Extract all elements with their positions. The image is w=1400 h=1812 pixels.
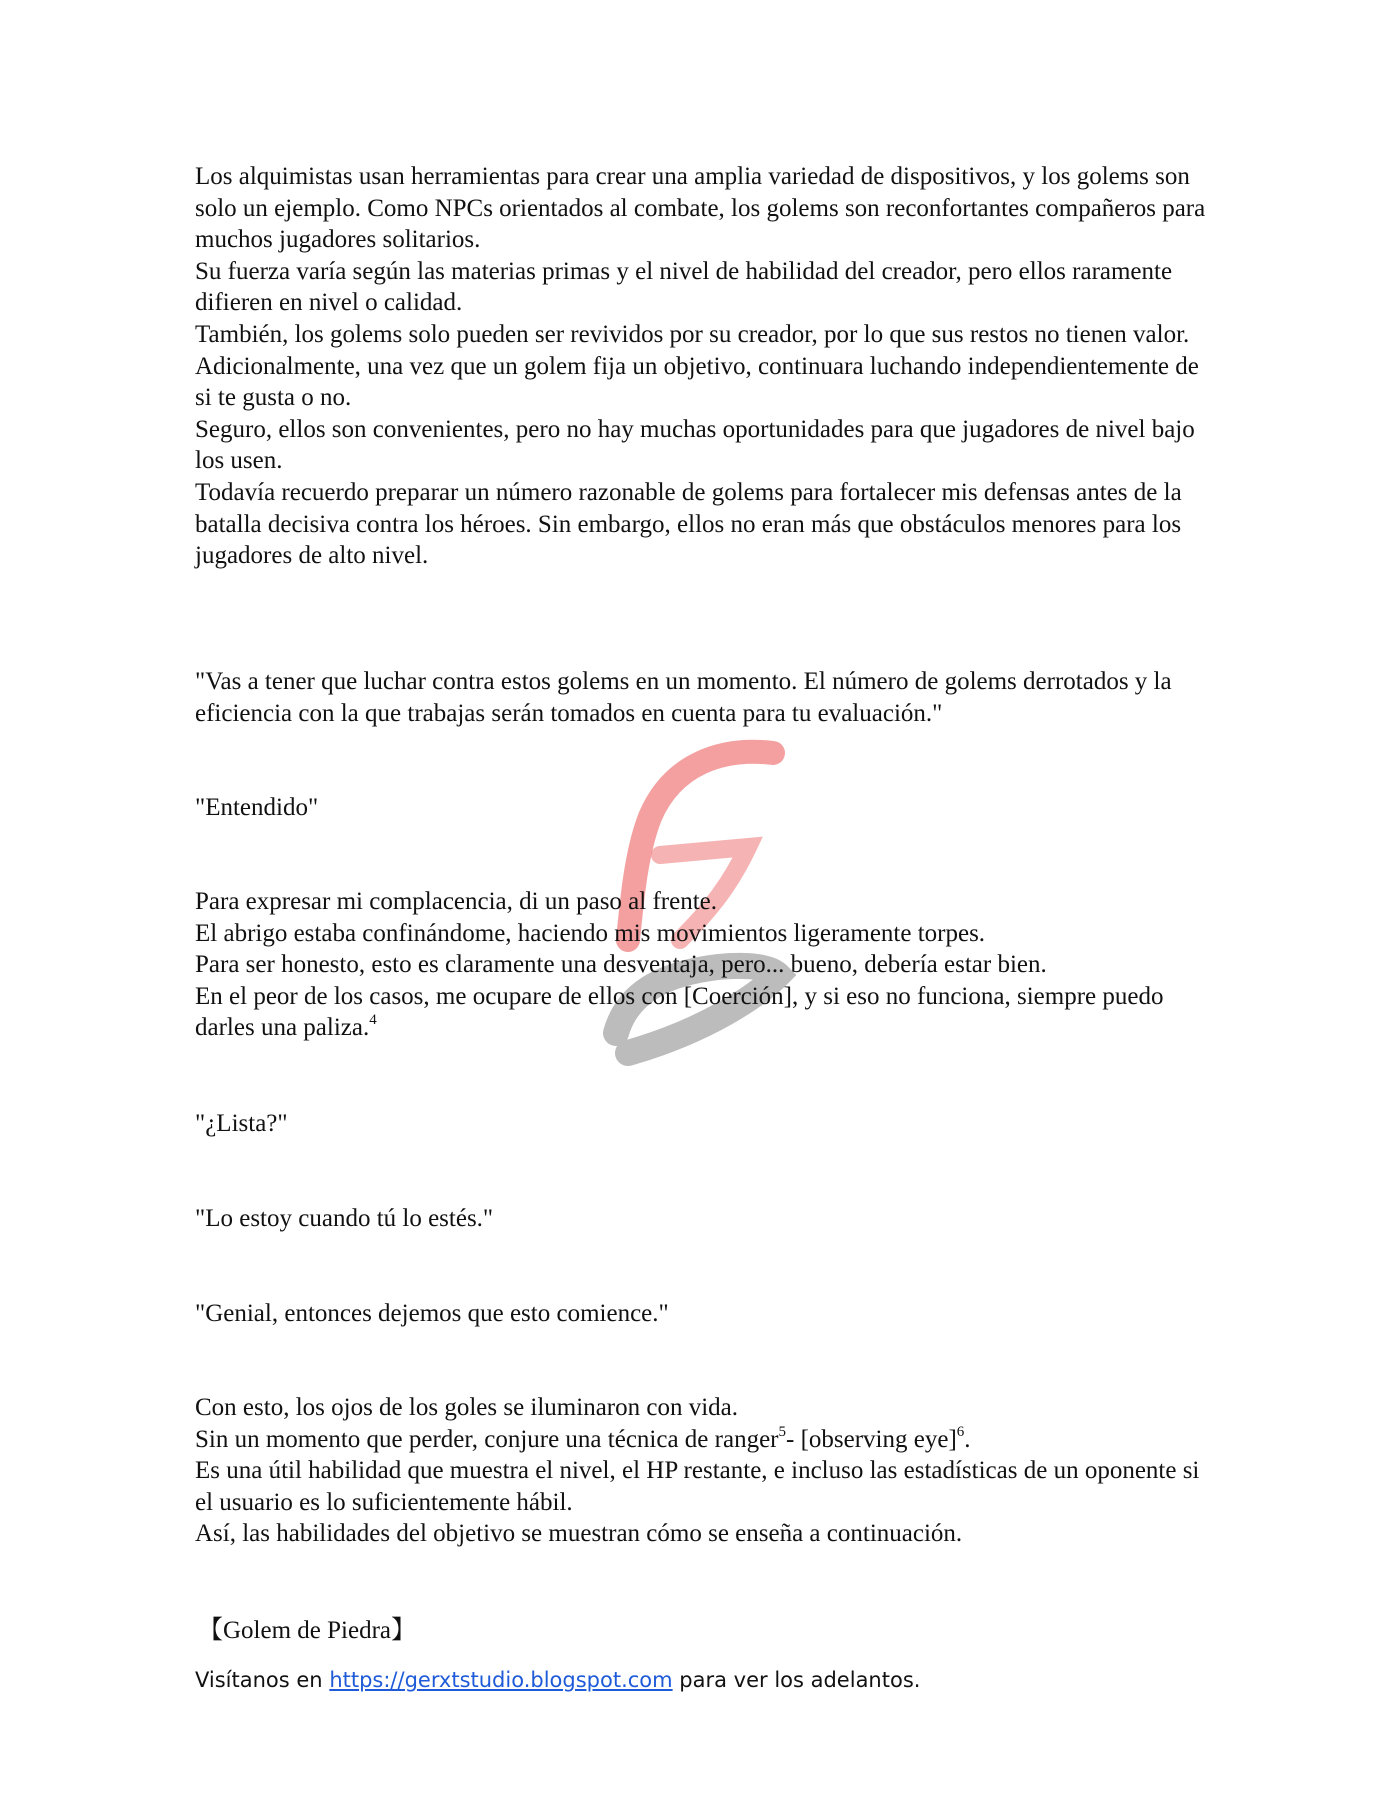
dialogue-understood-text: "Entendido" [195, 794, 319, 821]
footnote-6: 6 [956, 1423, 965, 1440]
ranger-line-middle: - [observing eye] [786, 1425, 957, 1453]
closing-paragraph-2 [195, 1424, 1215, 1456]
closing-paragraph-1: Con esto, los ojos de los goles se iluminaron con vida. [195, 1394, 739, 1421]
dialogue-begin-text: "Genial, entonces dejemos que esto comience." [195, 1300, 669, 1327]
intro-block [195, 161, 1215, 572]
ranger-line-after: . [964, 1425, 971, 1453]
dialogue-when-you-are [195, 1203, 1215, 1235]
middle-paragraph-3: Para ser honesto, esto es claramente una desventaja, pero... bueno, debería estar bien. [195, 951, 1047, 979]
intro-paragraph-3: También, los golems solo pueden ser revividos por su creador, por lo que sus restos no tienen valor. [195, 320, 1190, 348]
middle-paragraph-4 [195, 981, 1215, 1044]
dialogue-ready-text: "¿Lista?" [195, 1110, 288, 1137]
ranger-line-before: Sin un momento que perder, conjure una técnica de ranger [195, 1425, 779, 1453]
intro-paragraph-6: Todavía recuerdo preparar un número razonable de golems para fortalecer mis defensas antes de la batalla decisiva contra los héroes. Sin embargo, ellos no eran más que obstáculos menores para los jugadores de alto nivel. [195, 478, 1182, 570]
dialogue-when-you-are-text: "Lo estoy cuando tú lo estés." [195, 1205, 494, 1232]
intro-paragraph-1: Los alquimistas usan herramientas para crear una amplia variedad de dispositivos, y los golems son solo un ejemplo. Como NPCs orientados al combate, los golems son reconfortantes compañeros para muchos jugadores solitarios. [195, 163, 1206, 254]
middle-paragraph-2: El abrigo estaba confinándome, haciendo mis movimientos ligeramente torpes. [195, 919, 986, 947]
stat-header: 【Golem de Piedra】 [198, 1617, 417, 1644]
footer-prefix: Visítanos en [195, 1668, 323, 1692]
dialogue-understood [195, 792, 1215, 824]
closing-block [195, 1392, 1215, 1550]
footer [195, 1668, 920, 1692]
intro-paragraph-2: Su fuerza varía según las materias primas y el nivel de habilidad del creador, pero ellos raramente difieren en nivel o calidad. [195, 257, 1173, 317]
dialogue-ready [195, 1108, 1215, 1140]
dialogue-evaluation-text: "Vas a tener que luchar contra estos golems en un momento. El número de golems derrotados y la eficiencia con la que trabajas serán tomados en cuenta para tu evaluación." [195, 668, 1172, 727]
dialogue-evaluation [195, 666, 1215, 729]
middle-paragraph-4-text: En el peor de los casos, me ocupare de ellos con [Coerción], y si eso no funciona, siempre puedo darles una paliza. [195, 982, 1164, 1042]
dialogue-begin [195, 1298, 1215, 1330]
footnote-4: 4 [369, 1012, 377, 1029]
intro-paragraph-5: Seguro, ellos son convenientes, pero no hay muchas oportunidades para que jugadores de nivel bajo los usen. [195, 415, 1195, 475]
closing-paragraph-4: Así, las habilidades del objetivo se muestran cómo se enseña a continuación. [195, 1520, 963, 1548]
footnote-5: 5 [778, 1423, 786, 1440]
stat-header-block [198, 1615, 1218, 1647]
intro-paragraph-4: Adicionalmente, una vez que un golem fija un objetivo, continuara luchando independientemente de si te gusta o no. [195, 352, 1199, 412]
blog-link[interactable]: https://gerxtstudio.blogspot.com [329, 1668, 673, 1692]
footer-suffix: para ver los adelantos. [679, 1668, 921, 1692]
closing-paragraph-3: Es una útil habilidad que muestra el nivel, el HP restante, e incluso las estadísticas de un oponente si el usuario es lo suficientemente hábil. [195, 1457, 1200, 1516]
middle-block [195, 886, 1215, 1044]
middle-paragraph-1: Para expresar mi complacencia, di un paso al frente. [195, 888, 717, 915]
